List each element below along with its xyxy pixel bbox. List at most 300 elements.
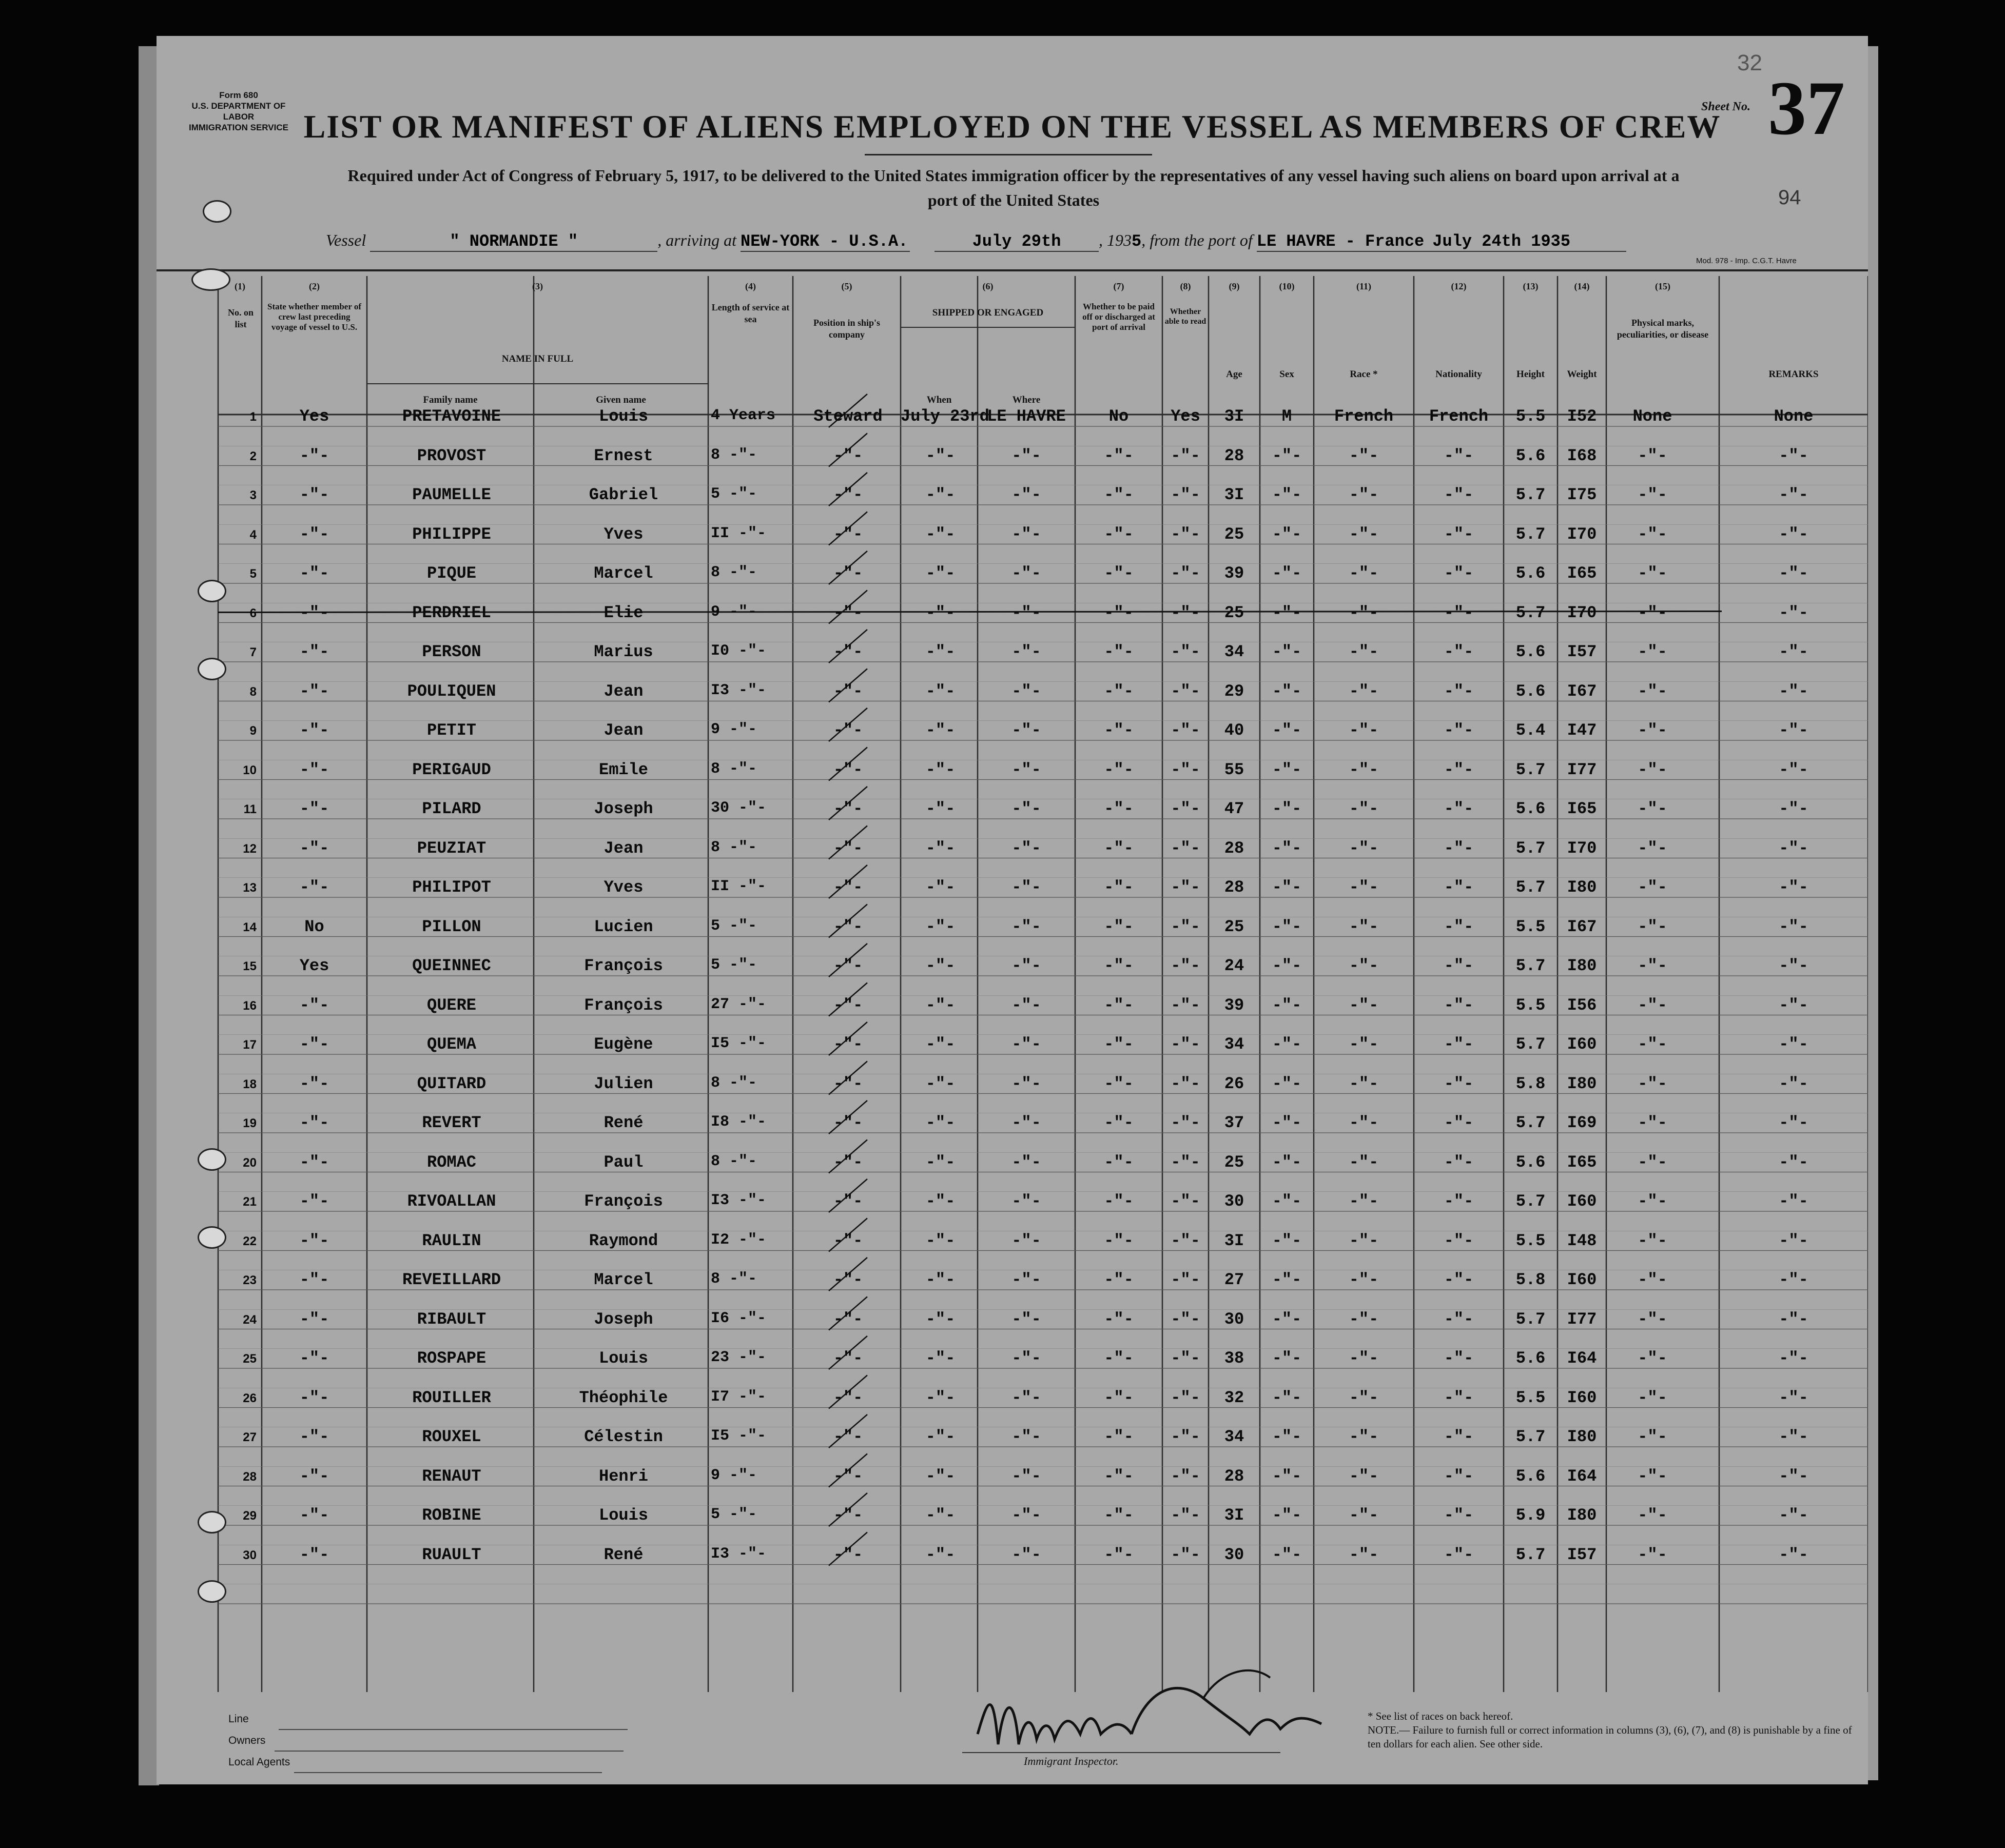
cell-shipped-when: -"- [925, 642, 956, 661]
cell-given-name: René [604, 1545, 644, 1564]
row-number: 6 [249, 606, 257, 620]
inspector-label: Immigrant Inspector. [1024, 1755, 1119, 1767]
form-number: Form 680 [219, 90, 258, 100]
footer-fields [228, 1708, 628, 1773]
col-header-prev-voyage: State whether member of crew last preceding voyage of vessel to U.S. [267, 302, 361, 332]
cell-length-service: 8 -"- [711, 446, 757, 464]
cell-family-name: PEUZIAT [417, 838, 486, 858]
binder-hole [191, 268, 230, 291]
col-header-race: Race * [1350, 369, 1378, 380]
departure-date: July 24th 1935 [1432, 232, 1571, 251]
page-subtitle [198, 163, 1829, 212]
cell-weight: I47 [1567, 721, 1597, 740]
cell-weight: I56 [1567, 995, 1597, 1015]
row-number: 2 [249, 449, 257, 463]
cell-race: -"- [1349, 524, 1379, 544]
cell-physical-marks: -"- [1638, 564, 1667, 583]
cell-sex: -"- [1272, 1231, 1302, 1250]
cell-shipped-when: -"- [925, 1270, 956, 1289]
cell-given-name: Jean [604, 681, 644, 701]
cell-height: 5.4 [1515, 721, 1546, 740]
footer-line-field [228, 1708, 628, 1730]
cell-given-name: Théophile [579, 1388, 668, 1407]
cell-remarks: -"- [1779, 721, 1808, 740]
cell-paid-off: -"- [1104, 564, 1134, 583]
cell-length-service: I6 -"- [711, 1309, 767, 1327]
cell-prev-voyage: No [304, 917, 324, 936]
cell-given-name: Elie [604, 603, 644, 622]
cell-age: 38 [1224, 1349, 1244, 1368]
cell-nationality: -"- [1444, 956, 1474, 975]
cell-race: -"- [1349, 1113, 1379, 1132]
cell-shipped-when: -"- [925, 1192, 956, 1211]
cell-race: -"- [1349, 1466, 1379, 1486]
footer-note [1368, 1709, 1855, 1751]
cell-length-service: 8 -"- [711, 838, 757, 856]
cell-position: -"- [833, 1349, 863, 1368]
cell-sex: -"- [1272, 485, 1302, 504]
cell-height: 5.7 [1515, 1113, 1546, 1132]
cell-prev-voyage: -"- [299, 1231, 329, 1250]
cell-shipped-where: -"- [1011, 564, 1041, 583]
cell-able-read: -"- [1171, 1349, 1200, 1368]
cell-nationality: -"- [1444, 1427, 1474, 1446]
cell-shipped-where: -"- [1011, 1231, 1041, 1250]
vessel-name: " NORMANDIE " [450, 232, 578, 251]
row-number: 29 [243, 1509, 257, 1523]
row-number: 14 [243, 920, 257, 934]
cell-physical-marks: -"- [1638, 485, 1667, 504]
cell-length-service: I7 -"- [711, 1388, 767, 1406]
cell-height: 5.7 [1515, 956, 1546, 975]
cell-remarks: -"- [1779, 603, 1808, 622]
cell-physical-marks: -"- [1638, 838, 1667, 858]
cell-shipped-where: -"- [1011, 1466, 1041, 1486]
vessel-label: Vessel [326, 231, 366, 249]
printer-mark: Mod. 978 - Imp. C.G.T. Havre [1696, 257, 1797, 265]
cell-race: -"- [1349, 446, 1379, 465]
binder-hole [198, 580, 226, 602]
row-number: 30 [243, 1548, 257, 1562]
binder-hole [198, 1580, 226, 1603]
cell-length-service: 5 -"- [711, 917, 757, 935]
cell-able-read: -"- [1171, 1309, 1200, 1329]
cell-given-name: Marius [594, 642, 653, 661]
row-number: 19 [243, 1116, 257, 1130]
cell-remarks: -"- [1779, 681, 1808, 701]
cell-nationality: -"- [1444, 564, 1474, 583]
cell-prev-voyage: -"- [299, 564, 329, 583]
cell-age: 3I [1224, 1231, 1244, 1250]
cell-prev-voyage: -"- [299, 642, 329, 661]
col-header-given-name: Given name [596, 395, 646, 405]
cell-sex: -"- [1272, 681, 1302, 701]
cell-remarks: -"- [1779, 995, 1808, 1015]
cell-race: -"- [1349, 1506, 1379, 1525]
cell-race: -"- [1349, 1427, 1379, 1446]
cell-shipped-when: -"- [925, 1309, 956, 1329]
cell-position: -"- [833, 524, 863, 544]
cell-height: 5.5 [1515, 1231, 1546, 1250]
cell-shipped-when: -"- [925, 1349, 956, 1368]
cell-height: 5.5 [1515, 917, 1546, 936]
cell-nationality: -"- [1444, 995, 1474, 1015]
cell-paid-off: -"- [1104, 1113, 1134, 1132]
cell-given-name: Marcel [594, 1270, 653, 1289]
cell-weight: I67 [1567, 681, 1597, 701]
cell-age: 39 [1224, 564, 1244, 583]
cell-height: 5.7 [1515, 1545, 1546, 1564]
cell-shipped-when: -"- [925, 917, 956, 936]
cell-shipped-where: -"- [1011, 1152, 1041, 1172]
cell-physical-marks: -"- [1638, 1113, 1667, 1132]
cell-shipped-where: -"- [1011, 878, 1041, 897]
cell-prev-voyage: -"- [299, 1506, 329, 1525]
cell-able-read: -"- [1171, 1192, 1200, 1211]
cell-prev-voyage: -"- [299, 485, 329, 504]
cell-physical-marks: -"- [1638, 878, 1667, 897]
manifest-sheet [157, 36, 1868, 1784]
row-number: 27 [243, 1430, 257, 1444]
cell-paid-off: -"- [1104, 642, 1134, 661]
cell-position: -"- [833, 642, 863, 661]
cell-position: Steward [813, 407, 883, 426]
cell-able-read: -"- [1171, 1035, 1200, 1054]
col-header-shipped-engaged: SHIPPED OR ENGAGED [932, 307, 1044, 318]
cell-race: -"- [1349, 1309, 1379, 1329]
cell-physical-marks: -"- [1638, 956, 1667, 975]
cell-height: 5.8 [1515, 1074, 1546, 1093]
cell-weight: I64 [1567, 1466, 1597, 1486]
cell-sex: -"- [1272, 721, 1302, 740]
cell-race: -"- [1349, 1388, 1379, 1407]
arrival-date: July 29th [972, 232, 1061, 251]
cell-weight: I75 [1567, 485, 1597, 504]
cell-family-name: POULIQUEN [407, 681, 496, 701]
binder-hole [198, 1148, 226, 1171]
cell-able-read: -"- [1171, 603, 1200, 622]
cell-sex: -"- [1272, 1309, 1302, 1329]
cell-age: 25 [1224, 603, 1244, 622]
cell-position: -"- [833, 956, 863, 975]
cell-family-name: PERIGAUD [412, 760, 491, 779]
cell-height: 5.6 [1515, 564, 1546, 583]
cell-remarks: -"- [1779, 564, 1808, 583]
cell-height: 5.6 [1515, 446, 1546, 465]
cell-given-name: Louis [598, 1349, 648, 1368]
cell-nationality: -"- [1444, 524, 1474, 544]
cell-given-name: François [584, 956, 663, 975]
cell-remarks: -"- [1779, 1192, 1808, 1211]
column-number: (1) [235, 281, 245, 291]
cell-shipped-where: -"- [1011, 1309, 1041, 1329]
cell-prev-voyage: -"- [299, 1270, 329, 1289]
col-header-physical-marks: Physical marks, peculiarities, or disease [1617, 318, 1709, 340]
cell-remarks: -"- [1779, 1349, 1808, 1368]
cell-given-name: Jean [604, 838, 644, 858]
cell-height: 5.7 [1515, 1427, 1546, 1446]
cell-remarks: -"- [1779, 1309, 1808, 1329]
cell-family-name: ROUILLER [412, 1388, 491, 1407]
cell-family-name: QUERE [426, 995, 476, 1015]
row-number: 12 [243, 841, 257, 856]
cell-weight: I60 [1567, 1270, 1597, 1289]
cell-given-name: François [584, 1192, 663, 1211]
cell-able-read: -"- [1171, 446, 1200, 465]
cell-shipped-when: -"- [925, 838, 956, 858]
inspector-signature [962, 1657, 1332, 1760]
binder-hole [198, 658, 226, 680]
cell-weight: I69 [1567, 1113, 1597, 1132]
cell-weight: I80 [1567, 1427, 1597, 1446]
cell-able-read: -"- [1171, 1113, 1200, 1132]
cell-height: 5.6 [1515, 799, 1546, 818]
cell-able-read: -"- [1171, 1074, 1200, 1093]
cell-race: -"- [1349, 681, 1379, 701]
column-number: (8) [1180, 281, 1191, 291]
cell-paid-off: -"- [1104, 1035, 1134, 1054]
cell-shipped-when: -"- [925, 721, 956, 740]
cell-position: -"- [833, 1506, 863, 1525]
cell-weight: I70 [1567, 524, 1597, 544]
cell-shipped-where: -"- [1011, 1349, 1041, 1368]
cell-nationality: -"- [1444, 838, 1474, 858]
cell-paid-off: -"- [1104, 721, 1134, 740]
cell-nationality: -"- [1444, 917, 1474, 936]
column-number: (2) [309, 281, 320, 291]
cell-weight: I68 [1567, 446, 1597, 465]
cell-position: -"- [833, 681, 863, 701]
cell-position: -"- [833, 1388, 863, 1407]
cell-age: 3I [1224, 1506, 1244, 1525]
cell-able-read: -"- [1171, 878, 1200, 897]
cell-shipped-when: -"- [925, 446, 956, 465]
cell-able-read: -"- [1171, 564, 1200, 583]
cell-given-name: Gabriel [589, 485, 658, 504]
cell-remarks: -"- [1779, 642, 1808, 661]
cell-nationality: -"- [1444, 1506, 1474, 1525]
cell-shipped-where: -"- [1011, 1427, 1041, 1446]
column-number: (14) [1574, 281, 1590, 291]
cell-physical-marks: -"- [1638, 995, 1667, 1015]
cell-paid-off: -"- [1104, 524, 1134, 544]
cell-paid-off: -"- [1104, 1388, 1134, 1407]
cell-paid-off: -"- [1104, 1231, 1134, 1250]
cell-sex: -"- [1272, 799, 1302, 818]
cell-prev-voyage: -"- [299, 760, 329, 779]
arriving-label: , arriving at [657, 231, 736, 249]
cell-weight: I77 [1567, 760, 1597, 779]
cell-height: 5.7 [1515, 1035, 1546, 1054]
cell-sex: -"- [1272, 564, 1302, 583]
cell-family-name: QUEINNEC [412, 956, 491, 975]
cell-paid-off: -"- [1104, 878, 1134, 897]
cell-age: 25 [1224, 524, 1244, 544]
cell-able-read: -"- [1171, 642, 1200, 661]
col-header-weight: Weight [1567, 369, 1597, 380]
column-number: (9) [1229, 281, 1240, 291]
cell-prev-voyage: -"- [299, 1035, 329, 1054]
cell-prev-voyage: -"- [299, 603, 329, 622]
cell-able-read: -"- [1171, 995, 1200, 1015]
cell-shipped-where: -"- [1011, 603, 1041, 622]
scan-edge-left [139, 46, 159, 1785]
cell-shipped-when: -"- [925, 1466, 956, 1486]
cell-remarks: -"- [1779, 485, 1808, 504]
cell-prev-voyage: -"- [299, 1545, 329, 1564]
column-number: (11) [1356, 281, 1371, 291]
cell-sex: -"- [1272, 1074, 1302, 1093]
cell-nationality: -"- [1444, 446, 1474, 465]
cell-family-name: QUITARD [417, 1074, 486, 1093]
cell-sex: -"- [1272, 995, 1302, 1015]
cell-length-service: I0 -"- [711, 642, 767, 660]
col-header-length-service: Length of service at sea [711, 302, 790, 324]
col-header-sex: Sex [1279, 369, 1294, 380]
cell-given-name: Paul [604, 1152, 644, 1172]
cell-weight: I60 [1567, 1388, 1597, 1407]
cell-weight: I65 [1567, 564, 1597, 583]
cell-family-name: PHILIPOT [412, 878, 491, 897]
cell-age: 3I [1224, 407, 1244, 426]
cell-nationality: -"- [1444, 681, 1474, 701]
cell-weight: I80 [1567, 1506, 1597, 1525]
cell-length-service: I5 -"- [711, 1035, 767, 1052]
cell-prev-voyage: -"- [299, 1309, 329, 1329]
cell-age: 27 [1224, 1270, 1244, 1289]
cell-nationality: -"- [1444, 603, 1474, 622]
cell-age: 37 [1224, 1113, 1244, 1132]
cell-physical-marks: None [1632, 407, 1672, 426]
cell-race: -"- [1349, 642, 1379, 661]
cell-nationality: -"- [1444, 1309, 1474, 1329]
cell-nationality: -"- [1444, 760, 1474, 779]
cell-race: -"- [1349, 917, 1379, 936]
column-number: (7) [1113, 281, 1124, 291]
cell-able-read: -"- [1171, 485, 1200, 504]
pencil-page-number: 32 [1737, 50, 1762, 75]
year-suffix: 5 [1131, 232, 1142, 251]
cell-sex: -"- [1272, 878, 1302, 897]
cell-family-name: PROVOST [417, 446, 486, 465]
title-underline [865, 154, 1152, 155]
row-number: 28 [243, 1469, 257, 1484]
cell-physical-marks: -"- [1638, 1309, 1667, 1329]
row-number: 11 [243, 802, 257, 816]
cell-physical-marks: -"- [1638, 1270, 1667, 1289]
cell-nationality: -"- [1444, 1035, 1474, 1054]
table-top-rule [157, 269, 1868, 271]
cell-sex: -"- [1272, 1545, 1302, 1564]
form-department: U.S. DEPARTMENT OF LABOR [191, 101, 286, 122]
cell-weight: I57 [1567, 642, 1597, 661]
cell-race: -"- [1349, 485, 1379, 504]
cell-shipped-where: -"- [1011, 956, 1041, 975]
cell-remarks: -"- [1779, 1466, 1808, 1486]
cell-family-name: PILLON [422, 917, 481, 936]
cell-shipped-when: -"- [925, 1152, 956, 1172]
cell-prev-voyage: -"- [299, 1152, 329, 1172]
cell-weight: I80 [1567, 1074, 1597, 1093]
column-number: (3) [532, 281, 543, 291]
cell-shipped-when: -"- [925, 524, 956, 544]
cell-race: -"- [1349, 760, 1379, 779]
cell-race: -"- [1349, 1349, 1379, 1368]
cell-length-service: 27 -"- [711, 995, 767, 1013]
cell-paid-off: -"- [1104, 1152, 1134, 1172]
cell-able-read: -"- [1171, 1270, 1200, 1289]
cell-length-service: 8 -"- [711, 1074, 757, 1092]
cell-shipped-where: LE HAVRE [987, 407, 1066, 426]
cell-paid-off: -"- [1104, 1427, 1134, 1446]
cell-family-name: QUEMA [426, 1035, 476, 1054]
cell-prev-voyage: -"- [299, 799, 329, 818]
cell-given-name: François [584, 995, 663, 1015]
cell-remarks: -"- [1779, 1270, 1808, 1289]
cell-shipped-where: -"- [1011, 1074, 1041, 1093]
cell-height: 5.7 [1515, 878, 1546, 897]
cell-able-read: -"- [1171, 1466, 1200, 1486]
cell-nationality: -"- [1444, 1270, 1474, 1289]
cell-age: 25 [1224, 917, 1244, 936]
cell-able-read: -"- [1171, 681, 1200, 701]
subtitle-line-2: port of the United States [927, 191, 1100, 209]
cell-age: 26 [1224, 1074, 1244, 1093]
cell-given-name: Marcel [594, 564, 653, 583]
cell-length-service: I5 -"- [711, 1427, 767, 1445]
cell-position: -"- [833, 1231, 863, 1250]
cell-length-service: 5 -"- [711, 485, 757, 503]
cell-race: -"- [1349, 1192, 1379, 1211]
cell-shipped-when: -"- [925, 1074, 956, 1093]
column-number: (4) [745, 281, 756, 291]
cell-position: -"- [833, 1427, 863, 1446]
cell-able-read: -"- [1171, 1388, 1200, 1407]
cell-nationality: -"- [1444, 721, 1474, 740]
cell-weight: I65 [1567, 799, 1597, 818]
cell-paid-off: -"- [1104, 956, 1134, 975]
cell-given-name: Ernest [594, 446, 653, 465]
cell-sex: -"- [1272, 603, 1302, 622]
cell-height: 5.7 [1515, 485, 1546, 504]
cell-physical-marks: -"- [1638, 760, 1667, 779]
cell-family-name: RIBAULT [417, 1309, 486, 1329]
cell-prev-voyage: -"- [299, 1192, 329, 1211]
cell-position: -"- [833, 1113, 863, 1132]
cell-sex: M [1281, 407, 1292, 426]
cell-physical-marks: -"- [1638, 1466, 1667, 1486]
cell-remarks: -"- [1779, 1152, 1808, 1172]
cell-position: -"- [833, 917, 863, 936]
cell-family-name: PIQUE [426, 564, 476, 583]
row-number: 23 [243, 1273, 257, 1287]
cell-height: 5.5 [1515, 1388, 1546, 1407]
row-number: 25 [243, 1352, 257, 1366]
footer-agents-field [228, 1752, 628, 1773]
cell-given-name: Raymond [589, 1231, 658, 1250]
cell-height: 5.7 [1515, 524, 1546, 544]
cell-remarks: None [1774, 407, 1814, 426]
cell-able-read: -"- [1171, 956, 1200, 975]
cell-length-service: 5 -"- [711, 1506, 757, 1523]
column-number: (10) [1279, 281, 1295, 291]
owners-label: Owners [228, 1735, 266, 1746]
row-number: 15 [243, 959, 257, 973]
cell-paid-off: -"- [1104, 995, 1134, 1015]
scan-edge-right [1868, 46, 1878, 1780]
cell-position: -"- [833, 760, 863, 779]
sheet-label: Sheet No. [1701, 100, 1750, 113]
